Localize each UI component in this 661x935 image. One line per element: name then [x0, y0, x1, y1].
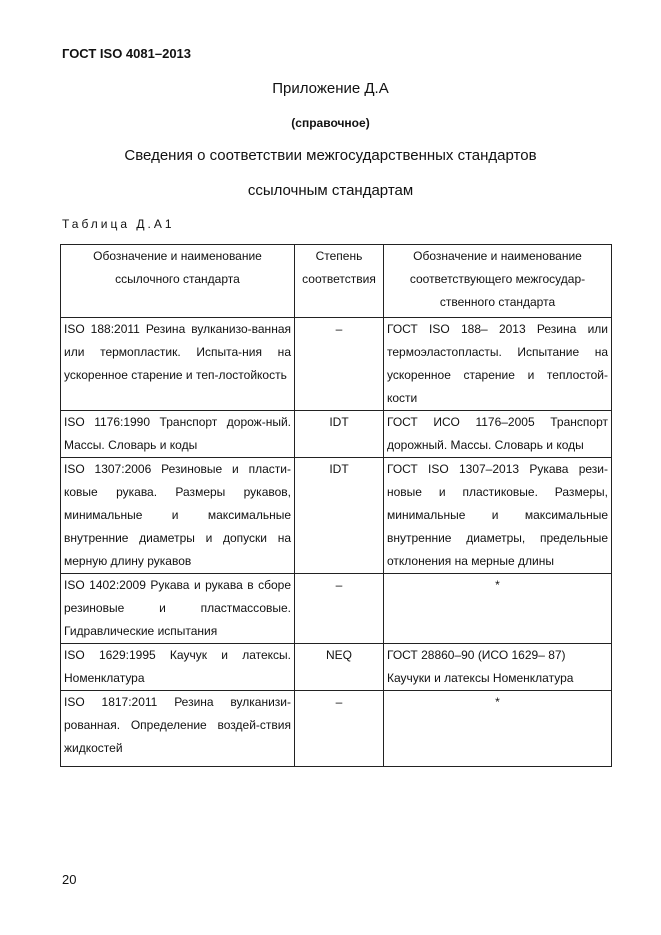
appendix-heading-line1: Сведения о соответствии межгосударственных стандартов	[124, 147, 537, 164]
degree-cell: –	[295, 574, 384, 644]
table-row	[61, 318, 612, 411]
reference-standard-cell: ISO 1629:1995 Каучук и латексы. Номенклатура	[61, 644, 295, 691]
national-standard-cell: ГОСТ ISO 1307–2013 Рукава рези-новые и пластиковые. Размеры, минимальные и максимальные внутренние диаметры, предельные отклонения на мерные длины	[384, 458, 612, 574]
standards-table	[60, 244, 612, 767]
table-row	[61, 644, 612, 691]
table-caption: Таблица Д.А1	[62, 217, 175, 231]
reference-standard-cell: ISO 1817:2011 Резина вулканизи-рованная. Определение воздей-ствия жидкостей	[61, 691, 295, 767]
reference-standard-cell: ISO 1176:1990 Транспорт дорож-ный. Массы. Словарь и коды	[61, 411, 295, 458]
table-row	[61, 411, 612, 458]
degree-cell: –	[295, 691, 384, 767]
appendix-heading-line2: ссылочным стандартам	[247, 182, 414, 199]
table-header-row	[61, 245, 612, 318]
national-standard-cell: ГОСТ ИСО 1176–2005 Транспорт дорожный. Массы. Словарь и коды	[384, 411, 612, 458]
degree-cell: NEQ	[295, 644, 384, 691]
column-header-degree: Степень соответствия	[295, 245, 384, 318]
national-standard-cell: ГОСТ ISO 188– 2013 Резина или термоэластопласты. Испытание на ускоренное старение и теплостой-кости	[384, 318, 612, 411]
national-standard-cell: *	[384, 691, 612, 767]
national-standard-cell: ГОСТ 28860–90 (ИСО 1629– 87) Каучуки и латексы Номенклатура	[384, 644, 612, 691]
reference-standard-cell: ISO 1402:2009 Рукава и рукава в сборе резиновые и пластмассовые. Гидравлические испытания	[61, 574, 295, 644]
degree-cell: –	[295, 318, 384, 411]
page-number: 20	[62, 872, 77, 887]
table-row	[61, 691, 612, 767]
appendix-title: Приложение Д.А	[272, 80, 389, 97]
table-row	[61, 458, 612, 574]
column-header-national: Обозначение и наименование соответствующего межгосудар-ственного стандарта	[384, 245, 612, 318]
national-standard-cell: *	[384, 574, 612, 644]
degree-cell: IDT	[295, 411, 384, 458]
document-header-code: ГОСТ ISO 4081–2013	[62, 46, 192, 61]
degree-cell: IDT	[295, 458, 384, 574]
reference-standard-cell: ISO 188:2011 Резина вулканизо-ванная или термопластик. Испыта-ния на ускоренное старение и теп-лостойкость	[61, 318, 295, 411]
appendix-status: (справочное)	[291, 116, 370, 130]
reference-standard-cell: ISO 1307:2006 Резиновые и пласти-ковые рукава. Размеры рукавов, минимальные и максимальные внутренние диаметры и допуски на мерную длину рукавов	[61, 458, 295, 574]
column-header-reference: Обозначение и наименование ссылочного стандарта	[61, 245, 295, 318]
table-row	[61, 574, 612, 644]
